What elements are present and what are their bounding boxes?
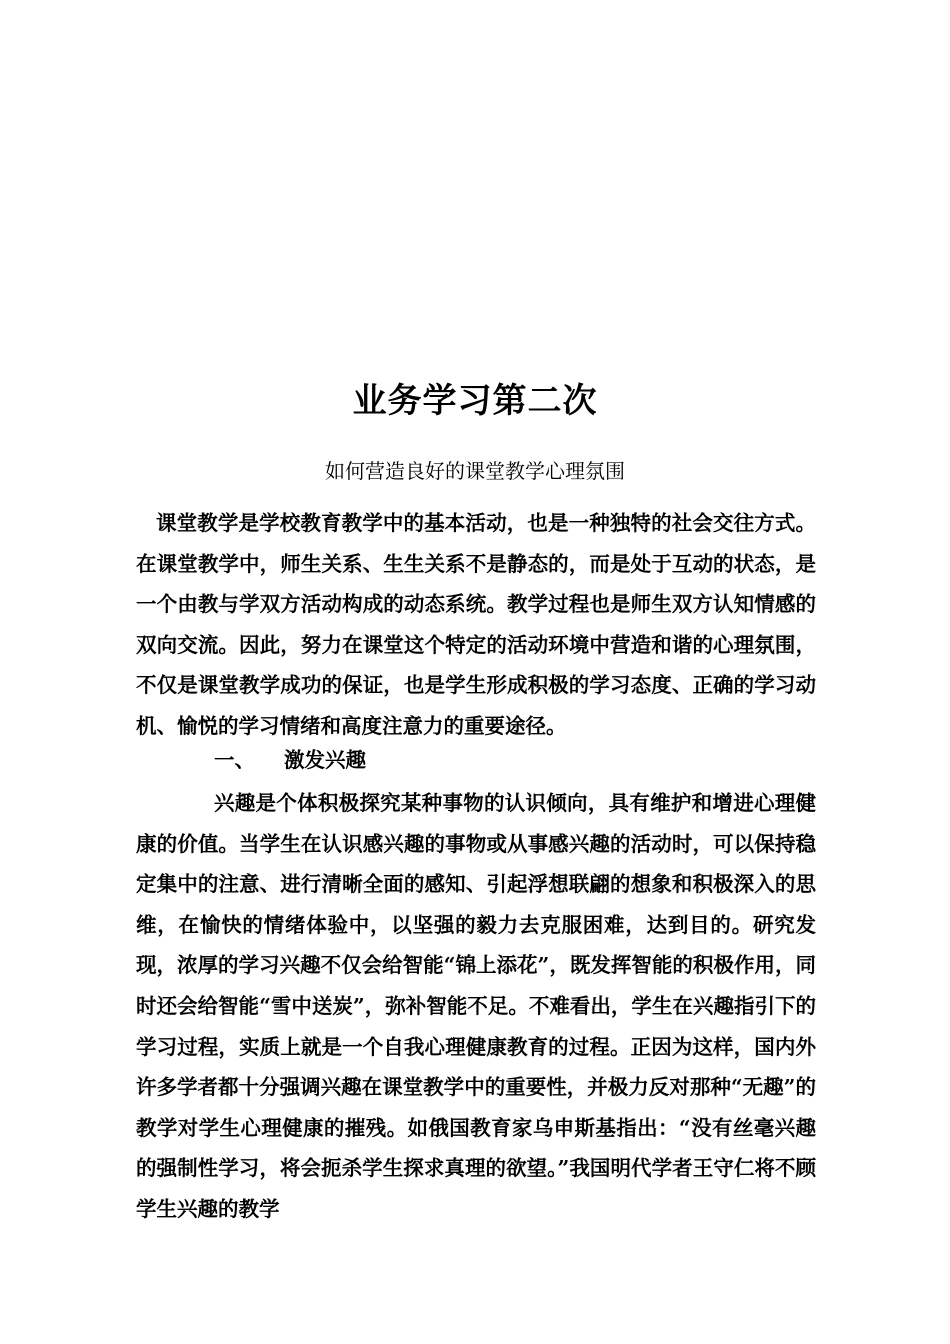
document-title: 业务学习第二次 <box>352 381 598 421</box>
document-subtitle: 如何营造良好的课堂教学心理氛围 <box>325 459 625 483</box>
intro-paragraph: 课堂教学是学校教育教学中的基本活动，也是一种独特的社会交往方式。在课堂教学中，师生关系、生生关系不是静态的，而是处于互动的状态，是一个由教与学双方活动构成的动态系统。教学过程也是师生双方认知情感的双向交流。因此，努力在课堂这个特定的活动环境中营造和谐的心理氛围，不仅是课堂教学成功的保证，也是学生形成积极的学习态度、正确的学习动机、愉悦的学习情绪和高度注意力的重要途径。 <box>136 511 816 738</box>
section-heading-text: 激发兴趣 <box>284 748 366 772</box>
section-paragraph: 兴趣是个体积极探究某种事物的认识倾向，具有维护和增进心理健康的价值。当学生在认识感兴趣的事物或从事感兴趣的活动时，可以保持稳定集中的注意、进行清晰全面的感知、引起浮想联翩的想象和积极深入的思维，在愉快的情绪体验中，以坚强的毅力去克服困难，达到目的。研究发现，浓厚的学习兴趣不仅会给智能“锦上添花”，既发挥智能的积极作用，同时还会给智能“雪中送炭”，弥补智能不足。不难看出，学生在兴趣指引下的学习过程，实质上就是一个自我心理健康教育的过程。正因为这样，国内外许多学者都十分强调兴趣在课堂教学中的重要性，并极力反对那种“无趣”的教学对学生心理健康的摧残。如俄国教育家乌申斯基指出：“没有丝毫兴趣的强制性学习，将会扼杀学生探求真理的欲望。”我国明代学者王守仁将不顾学生兴趣的教学 <box>136 791 816 1221</box>
section-number: 一、 <box>214 748 255 772</box>
section-heading <box>214 740 366 780</box>
